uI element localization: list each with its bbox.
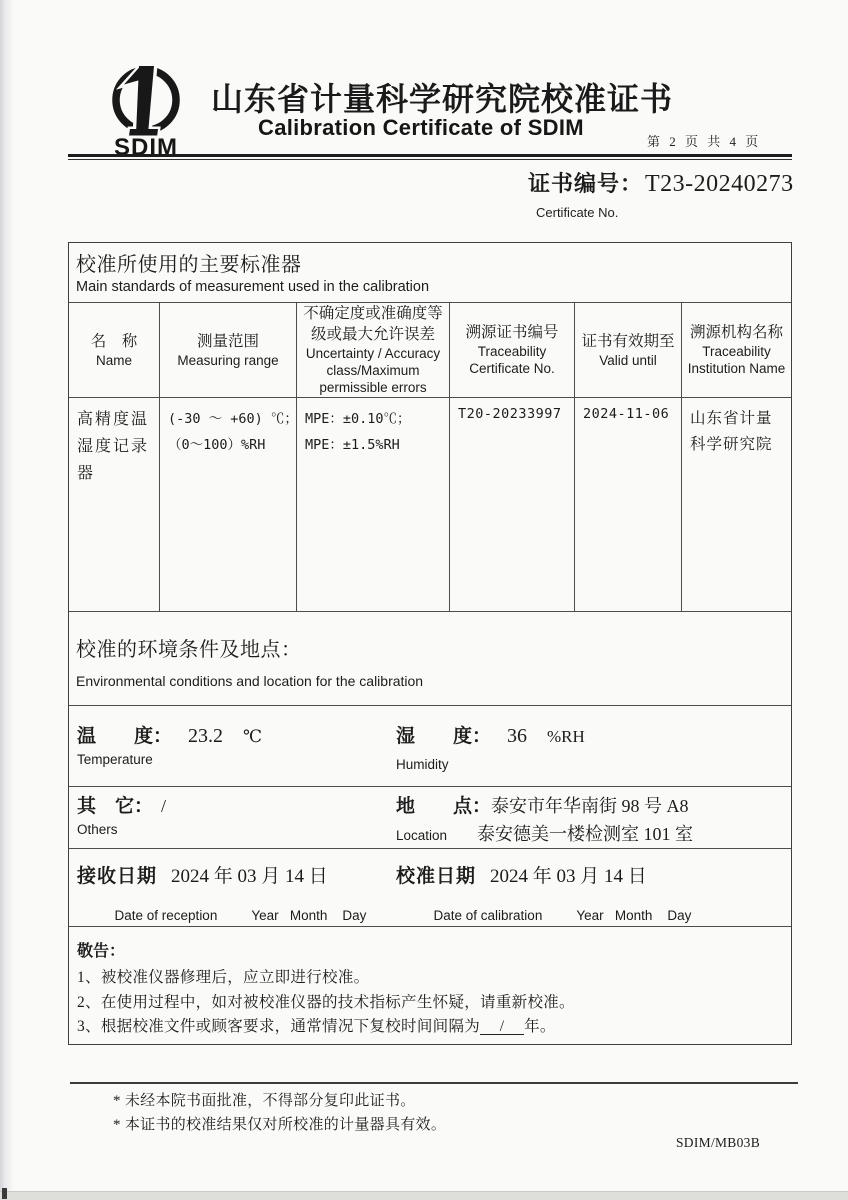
calibration-date-units-en: Year Month Day: [576, 907, 692, 923]
calibration-date-value: 2024 年 03 月 14 日: [490, 865, 647, 887]
cell-standard-name: 高精度温湿度记录器: [77, 410, 150, 482]
calibration-date-label-en: Date of calibration: [433, 907, 543, 923]
form-code: SDIM/MB03B: [676, 1135, 761, 1150]
scan-speck: [2, 1188, 7, 1199]
notice-item-1: 1、被校准仪器修理后，应立即进行校准。: [77, 969, 370, 987]
certificate-no-label-en: Certificate No.: [536, 205, 619, 220]
header-double-rule: [68, 154, 792, 160]
scan-bottom-edge: [0, 1191, 848, 1200]
certificate-no-label-zh: 证书编号：: [528, 171, 644, 196]
calibration-date-block: [396, 849, 691, 938]
certificate-no-value: T23-20240273: [645, 171, 794, 197]
reception-date-block: [77, 849, 366, 938]
calibration-date-label-zh: 校准日期: [396, 865, 477, 887]
cell-valid-until: 2024-11-06: [574, 398, 681, 611]
location-value-line2: 泰安德美一楼检测室 101 室: [477, 823, 694, 844]
reception-date-value: 2024 年 03 月 14 日: [171, 865, 328, 887]
temperature-humidity-row: [69, 706, 791, 787]
location-block: [396, 787, 693, 846]
reception-date-label-zh: 接收日期: [77, 865, 158, 887]
humidity-label-en: Humidity: [396, 756, 449, 772]
main-content-box: [68, 242, 792, 1045]
sdim-logo: [98, 62, 194, 162]
column-header-measuring-range: 测量范围 Measuring range: [159, 303, 296, 398]
others-block: [77, 787, 166, 837]
temperature-label-zh: 温 度：: [77, 725, 173, 747]
reinspection-interval-blank: /: [480, 1019, 524, 1035]
column-header-traceability-cert-no: 溯源证书编号 Traceability Certificate No.: [449, 303, 574, 398]
others-label-zh: 其 它：: [77, 795, 154, 817]
others-location-row: [69, 787, 791, 849]
certificate-number-block: [528, 167, 794, 220]
environment-title-en: Environmental conditions and location for the calibration: [76, 673, 424, 690]
environment-title-zh: 校准的环境条件及地点：: [76, 639, 302, 662]
footer-notes: [113, 1090, 446, 1137]
footer-rule: [70, 1082, 798, 1084]
temperature-block: [77, 706, 262, 767]
humidity-block: [396, 706, 585, 772]
certificate-title-en: Calibration Certificate of SDIM: [258, 115, 584, 140]
column-header-valid-until: 证书有效期至 Valid until: [574, 303, 681, 398]
notice-title: 敬告：: [77, 943, 126, 961]
notice-section: [69, 927, 791, 1044]
temperature-value: 23.2: [188, 724, 224, 747]
location-label-en: Location: [396, 827, 448, 843]
standards-section-header: [69, 243, 791, 303]
standards-table: [69, 303, 791, 612]
standards-title-en: Main standards of measurement used in the calibration: [76, 279, 430, 295]
humidity-unit: %RH: [547, 726, 585, 746]
scan-left-edge: [0, 0, 14, 1200]
logo-wordmark: SDIM: [114, 134, 178, 161]
notice-item-2: 2、在使用过程中，如对被校准仪器的技术指标产生怀疑，请重新校准。: [77, 993, 575, 1011]
dates-row: [69, 849, 791, 928]
others-label-en: Others: [77, 821, 118, 837]
column-header-name: 名 称 Name: [69, 303, 159, 398]
humidity-value: 36: [507, 724, 528, 747]
reception-date-units-en: Year Month Day: [251, 907, 367, 923]
cell-traceability-cert-no: T20-20233997: [449, 398, 574, 611]
footer-note-2: * 本证书的校准结果仅对所校准的计量器具有效。: [113, 1116, 447, 1133]
location-label-zh: 地 点：: [396, 795, 492, 817]
temperature-label-en: Temperature: [77, 751, 153, 767]
page-indicator: 第 2 页 共 4 页: [647, 134, 762, 149]
certificate-title-zh: 山东省计量科学研究院校准证书: [211, 81, 674, 117]
column-header-uncertainty: 不确定度或准确度等级或最大允许误差 Uncertainty / Accuracy class/Maximum permissible errors: [296, 303, 449, 398]
humidity-label-zh: 湿 度：: [396, 725, 492, 747]
environment-section-header: [69, 612, 791, 706]
cell-institution: 山东省计量科学研究院: [681, 398, 791, 611]
reception-date-label-en: Date of reception: [114, 907, 218, 923]
footer-note-1: * 未经本院书面批准，不得部分复印此证书。: [113, 1093, 416, 1109]
temperature-unit: ℃: [243, 726, 263, 746]
others-value: /: [161, 795, 167, 816]
column-header-institution: 溯源机构名称 Traceability Institution Name: [681, 303, 791, 398]
standards-title-zh: 校准所使用的主要标准器: [76, 254, 302, 276]
location-value-line1: 泰安市年华南街 98 号 A8: [491, 795, 689, 816]
cell-mpe: MPE：±0.10℃； MPE：±1.5%RH: [296, 398, 449, 611]
cell-measuring-range: (-30 ～ +60) ℃； （0～100）%RH: [159, 398, 296, 611]
notice-item-3: 3、根据校准文件或顾客要求，通常情况下复校时间间隔为 / 年。: [77, 1018, 556, 1036]
